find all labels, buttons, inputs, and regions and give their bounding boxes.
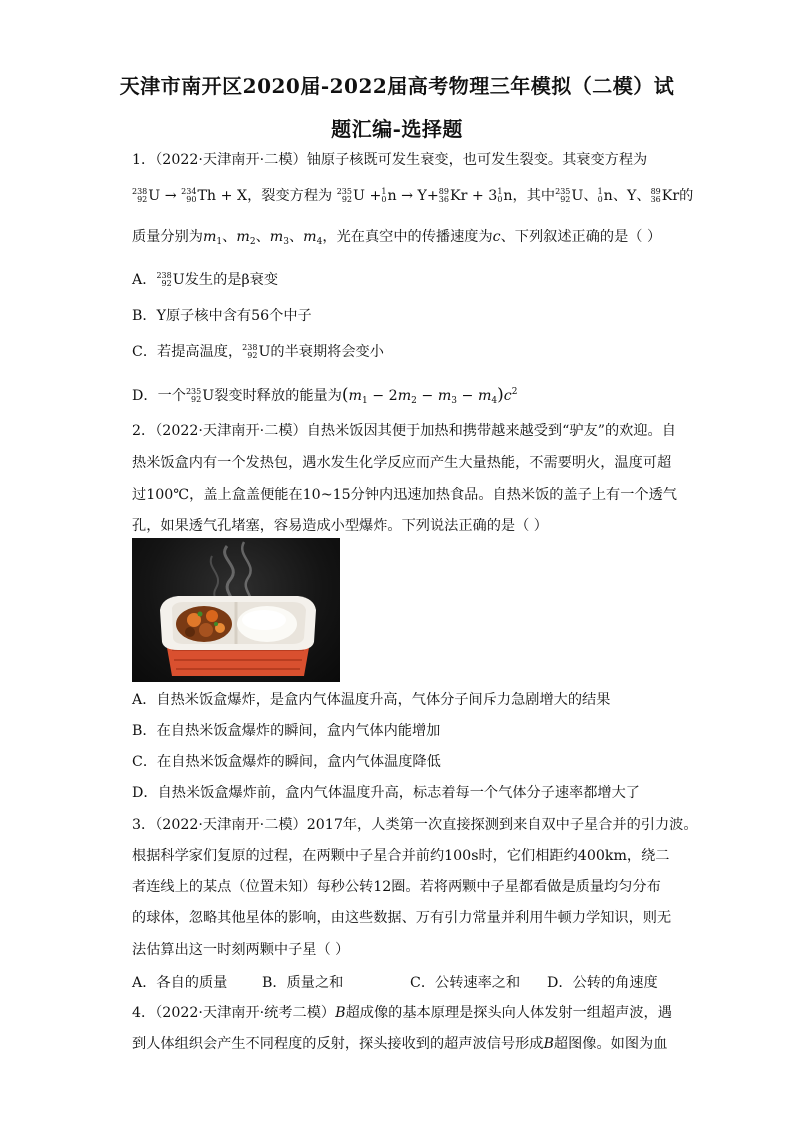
q1-option-d[interactable]: D．一个 235 92 U裂变时释放的能量为$(m_1 - 2m_2 - m_3 - m_4)c^2$ xyxy=(132,385,518,406)
nuclide-th234-numbers: 234 90 xyxy=(181,187,197,204)
nuclide-u238-numbers: 238 92 xyxy=(132,187,148,204)
q3-option-d[interactable]: D．公转的角速度 xyxy=(547,975,658,991)
q3-stem-line-3: 者连线上的某点（位置未知）每秒公转12圈。若将两颗中子星都看做是质量均匀分布 xyxy=(132,879,661,895)
q4-stem-line-2: 到人体组织会产生不同程度的反射，探头接收到的超声波信号形成B超图像。如图为血 xyxy=(132,1036,668,1052)
q3-stem-line-4: 的球体，忽略其他星体的影响，由这些数据、万有引力常量并利用牛顿力学知识，则无 xyxy=(132,910,672,926)
q1-option-b[interactable]: B．Y原子核中含有56个中子 xyxy=(132,308,312,324)
q2-stem-line-4: 孔，如果透气孔堵塞，容易造成小型爆炸。下列说法正确的是（ ） xyxy=(132,518,548,534)
nuclide-kr89-numbers: 89 36 xyxy=(438,187,449,204)
q2-stem-line-1: 2．（2022·天津南开·二模）自热米饭因其便于加热和携带越来越受到“驴友”的欢迎。自 xyxy=(132,423,676,439)
q4-stem-line-1: 4．（2022·天津南开·统考二模）B超成像的基本原理是探头向人体发射一组超声波，遇 xyxy=(132,1005,672,1021)
document-title-line-2: 题汇编-选择题 xyxy=(331,117,463,141)
q3-stem-line-2: 根据科学家们复原的过程，在两颗中子星合并前约100s时，它们相距约400km，绕二 xyxy=(132,848,670,864)
q1-stem-line-3: 质量分别为$m_1$、$m_2$、$m_3$、$m_4$，光在真空中的传播速度为c、下列叙述正确的是（ ） xyxy=(132,229,662,247)
q3-stem-line-5: 法估算出这一时刻两颗中子星（ ） xyxy=(132,942,350,958)
q2-stem-line-3: 过100℃，盖上盒盖便能在10~15分钟内迅速加热食品。自热米饭的盖子上有一个透气 xyxy=(132,487,677,503)
q3-stem-line-1: 3．（2022·天津南开·二模）2017年，人类第一次直接探测到来自双中子星合并的引力波。 xyxy=(132,817,698,833)
q3-option-c[interactable]: C．公转速率之和 xyxy=(410,975,521,991)
q2-option-c[interactable]: C．在自热米饭盒爆炸的瞬间，盒内气体温度降低 xyxy=(132,754,441,770)
q1-option-c[interactable]: C．若提高温度， 238 92 U的半衰期将会变小 xyxy=(132,343,384,360)
q2-stem-line-2: 热米饭盒内有一个发热包，遇水发生化学反应而产生大量热能，不需要明火，温度可超 xyxy=(132,455,672,471)
q2-option-b[interactable]: B．在自热米饭盒爆炸的瞬间，盒内气体内能增加 xyxy=(132,723,441,739)
q3-option-b[interactable]: B．质量之和 xyxy=(262,975,344,991)
q1-stem-line-1: 1．（2022·天津南开·二模）铀原子核既可发生衰变，也可发生裂变。其衰变方程为 xyxy=(132,152,648,168)
q2-option-a[interactable]: A．自热米饭盒爆炸，是盒内气体温度升高，气体分子间斥力急剧增大的结果 xyxy=(132,692,611,708)
q1-option-a[interactable]: A． 238 92 U发生的是β衰变 xyxy=(132,271,279,288)
q2-option-d[interactable]: D．自热米饭盒爆炸前，盒内气体温度升高，标志着每一个气体分子速率都增大了 xyxy=(132,785,640,801)
q3-option-a[interactable]: A．各自的质量 xyxy=(132,975,228,991)
self-heating-rice-photo xyxy=(132,538,340,682)
q1-stem-line-2: 238 92 U → 234 90 Th + X，裂变方程为 235 92 U + 1 0 n → Y+ 89 36 Kr + 3 1 0 n，其中 235 92 U、 1 0 n、Y、 89 36 Kr的 xyxy=(132,187,694,204)
nuclide-u235-numbers: 235 92 xyxy=(336,187,352,204)
document-title-line-1: 天津市南开区2020届-2022届高考物理三年模拟（二模）试 xyxy=(119,74,675,98)
rice-box-illustration xyxy=(132,538,340,682)
